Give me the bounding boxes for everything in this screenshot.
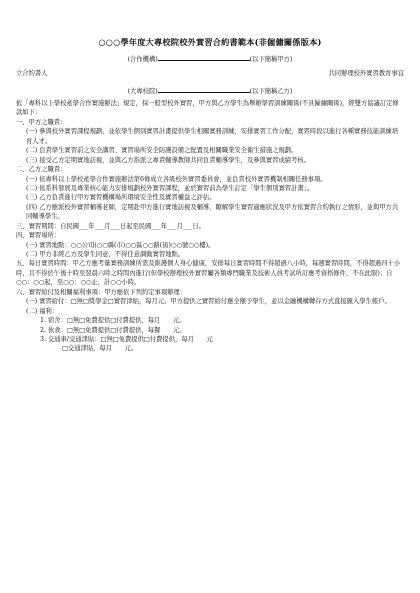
- welfare-meals: 2. 伙食：□無□免費提供□付費提供，每餐 元。: [40, 326, 186, 334]
- section-1-item-1: (一) 參與校外實習課程規劃，並依學生個別實習計畫提供學生相關實務訓練，安排實習工作分配，實習時段以進行各種實務技能訓練培育人才。: [26, 128, 399, 145]
- section-4-item-2: (二) 甲方非經乙方及學生同意，不得任意調動實習地點。: [26, 251, 185, 258]
- party-b-label: (大專校院): [127, 88, 158, 95]
- section-2-item-4: (四) 乙方應派校外實習輔導老師，定期赴甲方進行實地訪視及輔導，瞭解學生實習適應狀況及甲方依實習合約執行之情形，並與甲方共同輔導學生。: [26, 203, 399, 221]
- school-party-line: [0, 85, 420, 96]
- welfare-dormitory: 1. 宿舍：□無□免費提供□付費提供，每月 元。: [40, 317, 186, 325]
- section-1-heading: 一、甲方之職責：: [16, 118, 67, 126]
- contract-party-line: [0, 53, 420, 64]
- section-2-heading: 二、乙方之職責：: [16, 166, 67, 174]
- party-b-alias: (以下簡稱乙方): [249, 88, 293, 95]
- welfare-transport-allowance: □交通津貼，每月 元。: [62, 345, 138, 353]
- section-3-period: 三、實習期間：自民國___年___月___日起至民國___年___月___日。: [16, 222, 205, 230]
- intro-paragraph: 依「專科以上學校產學合作實施辦法」規定，採一般型校外實習，甲方與乙方學生為舉辦學習訓練關係(不具僱傭關係)，經雙方協議訂定條款如下：: [16, 100, 399, 117]
- parties-line: [16, 69, 404, 78]
- section-2-item-3: (三) 乙方負責進行甲方實習機構場所環境安全性及實習權益之評估。: [26, 194, 216, 202]
- party-a-alias: (以下簡稱甲方): [249, 56, 293, 63]
- parties-label: 立合約書人: [16, 70, 48, 77]
- welfare-transport: 3. 交通車/交通津貼：□無□免費提供□付費提供，每月 元: [40, 335, 213, 343]
- section-6-item-2: (二) 福利：: [26, 307, 59, 315]
- party-b-blank: [158, 85, 250, 93]
- section-1-item-3: (三) 接受乙方定期實地訪視，並與乙方指派之專責輔導教師共同負責輔導學生，及參與實習成績考核。: [26, 156, 310, 164]
- section-2-item-1: (一) 依專科以上學校產學合作實施辦法第6條成立各級校外實習委員會，並負責校外實習機制相關任務事項。: [26, 175, 327, 183]
- party-a-label: (合作機構): [127, 56, 158, 63]
- section-5-hours: 五、每日實習時間：甲乙方應考量實務訓練所需及維護個人身心健康，安排每日實習時間不得超過八小時，每週實習時間，不得超過四十小時，且不得於午後十時至翌晨六時之時間內進行(但學校辦理校外實習屬各類專門職業及技術人員考試所訂應考資格條件，不在此限)；自○○：○○起，至○○：○○止，計○○小時。: [16, 260, 401, 287]
- section-2-item-2: (二) 依系科發展及專業核心能力安排規劃校外實習課程，並於實習前為學生訂定「學生個別實習計畫」。: [26, 184, 314, 192]
- section-4-item-1: (一) 實習地點：○○公司(○○縣(市)○○區○○路(街)○○號○○樓)。: [26, 241, 215, 249]
- party-a-blank: [158, 53, 250, 61]
- contract-body: [16, 99, 404, 354]
- section-6-heading: 六、實習給付及相關福利事項：甲方應依下列約定事項辦理：: [16, 288, 187, 296]
- document-title: ○○○學年度大專校院校外實習合約書範本(非僱傭關係版本): [98, 37, 322, 47]
- section-6-item-1: (一) 實習給付：□無□獎學金□實習津貼，每月元。甲方提供之實習給付應全額予學生，並以金融機構轉存方式直接匯入學生帳戶。: [26, 298, 391, 306]
- section-4-heading: 四、實習場所：: [16, 232, 61, 240]
- section-1-item-2: (二) 負責學生實習前之安全講習、實習場所安全防護設備之配置及相關職業安全衛生措施之規劃。: [26, 147, 298, 155]
- parties-purpose: 共同辦理校外實習教育事宜: [328, 70, 404, 77]
